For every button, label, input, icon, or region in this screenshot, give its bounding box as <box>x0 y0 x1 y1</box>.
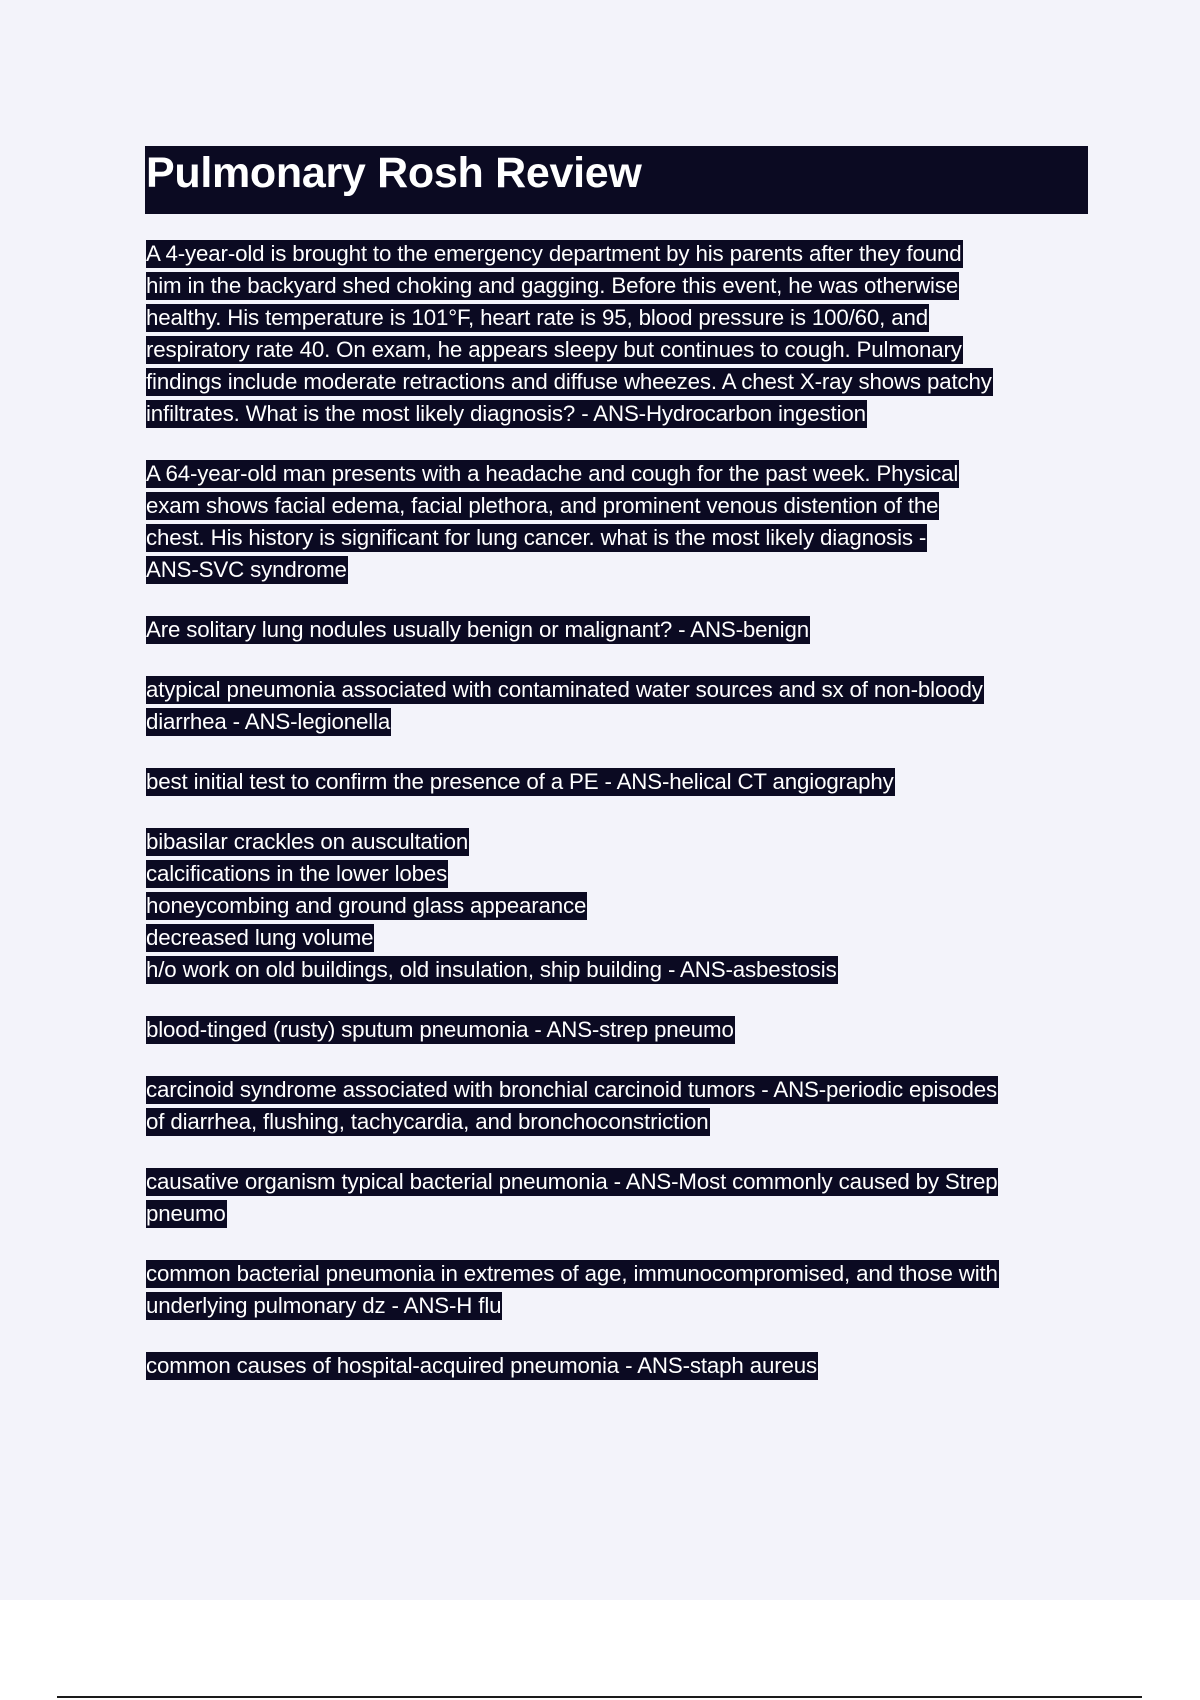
qa-entry <box>146 1016 1091 1044</box>
text-line: bibasilar crackles on auscultation <box>146 829 469 854</box>
text-line: common causes of hospital-acquired pneumonia - ANS-staph aureus <box>146 1353 817 1378</box>
qa-entry <box>146 1076 1091 1136</box>
qa-entry <box>146 1352 1091 1380</box>
text-line: blood-tinged (rusty) sputum pneumonia - ANS-strep pneumo <box>146 1017 734 1042</box>
text-line: honeycombing and ground glass appearance <box>146 893 587 918</box>
text-line: A 64-year-old man presents with a headache and cough for the past week. Physical <box>146 461 959 486</box>
text-line: diarrhea - ANS-legionella <box>146 709 391 734</box>
text-line: of diarrhea, flushing, tachycardia, and bronchoconstriction <box>146 1109 709 1134</box>
document-body <box>146 240 1091 1412</box>
text-line: him in the backyard shed choking and gagging. Before this event, he was otherwise <box>146 273 959 298</box>
text-line: common bacterial pneumonia in extremes of age, immunocompromised, and those with <box>146 1261 998 1286</box>
text-line: healthy. His temperature is 101°F, heart rate is 95, blood pressure is 100/60, and <box>146 305 928 330</box>
page-footer-area <box>0 1600 1200 1700</box>
text-line: best initial test to confirm the presence of a PE - ANS-helical CT angiography <box>146 769 894 794</box>
qa-entry <box>146 768 1091 796</box>
document-title: Pulmonary Rosh Review <box>146 149 642 197</box>
text-line: atypical pneumonia associated with contaminated water sources and sx of non-bloody <box>146 677 983 702</box>
text-line: Are solitary lung nodules usually benign or malignant? - ANS-benign <box>146 617 809 642</box>
text-line: underlying pulmonary dz - ANS-H flu <box>146 1293 502 1318</box>
text-line: infiltrates. What is the most likely diagnosis? - ANS-Hydrocarbon ingestion <box>146 401 866 426</box>
text-line: chest. His history is significant for lung cancer. what is the most likely diagnosis - <box>146 525 927 550</box>
text-line: ANS-SVC syndrome <box>146 557 347 582</box>
qa-entry <box>146 1260 1091 1320</box>
qa-entry <box>146 828 1091 984</box>
text-line: findings include moderate retractions and diffuse wheezes. A chest X-ray shows patchy <box>146 369 992 394</box>
qa-entry <box>146 460 1091 584</box>
qa-entry <box>146 1168 1091 1228</box>
qa-entry <box>146 240 1091 428</box>
text-line: pneumo <box>146 1201 226 1226</box>
text-line: h/o work on old buildings, old insulation, ship building - ANS-asbestosis <box>146 957 837 982</box>
text-line: calcifications in the lower lobes <box>146 861 448 886</box>
qa-entry <box>146 676 1091 736</box>
text-line: respiratory rate 40. On exam, he appears sleepy but continues to cough. Pulmonary <box>146 337 962 362</box>
footer-divider <box>57 1696 1142 1698</box>
qa-entry <box>146 616 1091 644</box>
text-line: exam shows facial edema, facial plethora, and prominent venous distention of the <box>146 493 939 518</box>
text-line: A 4-year-old is brought to the emergency department by his parents after they found <box>146 241 962 266</box>
text-line: carcinoid syndrome associated with bronchial carcinoid tumors - ANS-periodic episodes <box>146 1077 998 1102</box>
text-line: decreased lung volume <box>146 925 374 950</box>
text-line: causative organism typical bacterial pneumonia - ANS-Most commonly caused by Strep <box>146 1169 998 1194</box>
